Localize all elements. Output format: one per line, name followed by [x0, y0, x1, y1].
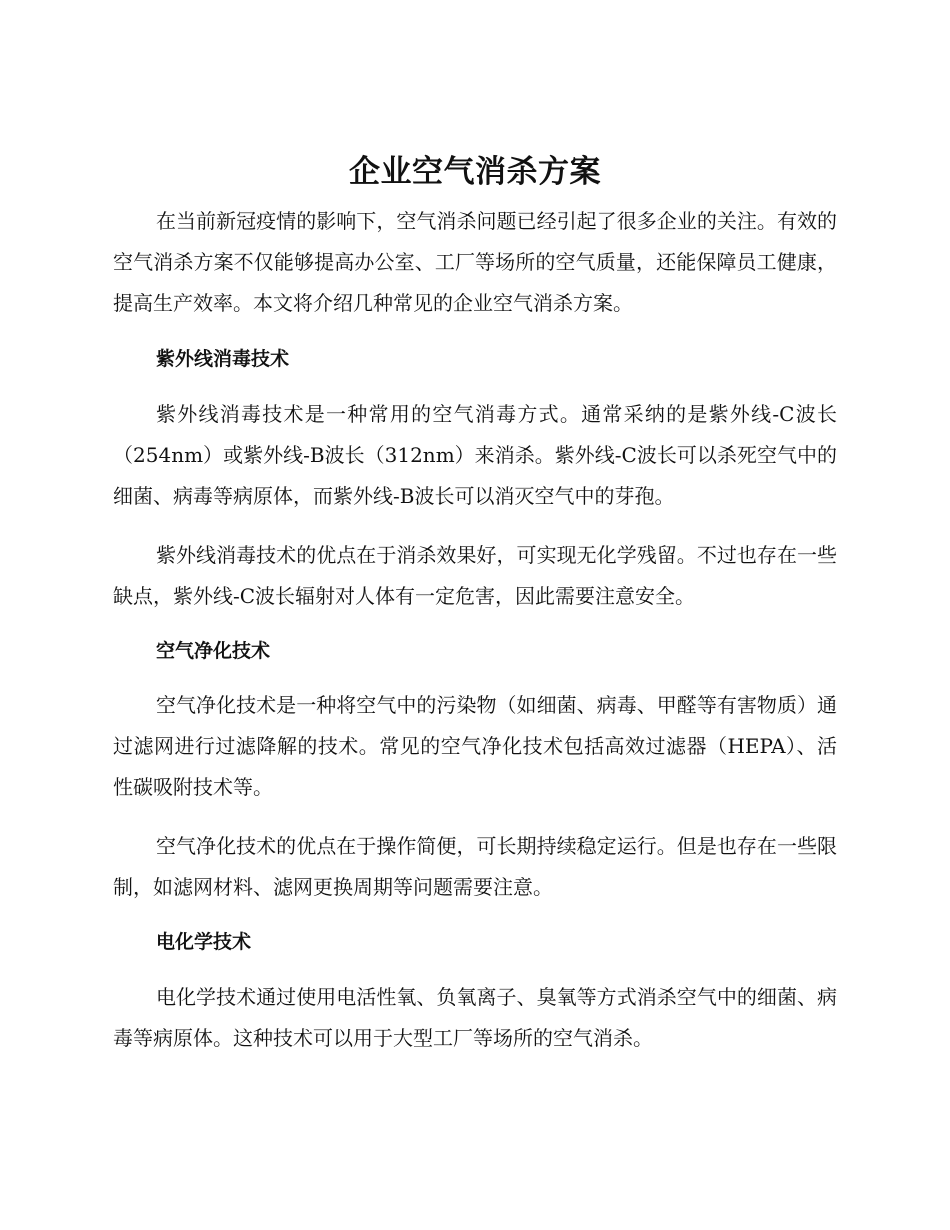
electrochemistry-paragraph-1: 电化学技术通过使用电活性氧、负氧离子、臭氧等方式消杀空气中的细菌、病毒等病原体。这种技术可以用于大型工厂等场所的空气消杀。	[113, 985, 837, 1050]
purification-paragraph-1: 空气净化技术是一种将空气中的污染物（如细菌、病毒、甲醛等有害物质）通过滤网进行过滤降解的技术。常见的空气净化技术包括高效过滤器（HEPA）、活性碳吸附技术等。	[113, 693, 837, 799]
uv-paragraph-1: 紫外线消毒技术是一种常用的空气消毒方式。通常采纳的是紫外线-C波长（254nm）或紫外线-B波长（312nm）来消杀。紫外线-C波长可以杀死空气中的细菌、病毒等病原体，而紫外线-B波长可以消灭空气中的芽孢。	[113, 402, 837, 508]
section-heading-purification: 空气净化技术	[156, 640, 271, 662]
section-heading-electrochemistry: 电化学技术	[156, 931, 252, 953]
uv-paragraph-2: 紫外线消毒技术的优点在于消杀效果好，可实现无化学残留。不过也存在一些缺点，紫外线-C波长辐射对人体有一定危害，因此需要注意安全。	[113, 543, 837, 608]
intro-paragraph: 在当前新冠疫情的影响下，空气消杀问题已经引起了很多企业的关注。有效的空气消杀方案不仅能够提高办公室、工厂等场所的空气质量，还能保障员工健康，提高生产效率。本文将介绍几种常见的企业空气消杀方案。	[113, 209, 837, 315]
purification-paragraph-2: 空气净化技术的优点在于操作简便，可长期持续稳定运行。但是也存在一些限制，如滤网材料、滤网更换周期等问题需要注意。	[113, 834, 837, 899]
section-heading-uv: 紫外线消毒技术	[156, 348, 290, 370]
document-title: 企业空气消杀方案	[349, 154, 601, 190]
